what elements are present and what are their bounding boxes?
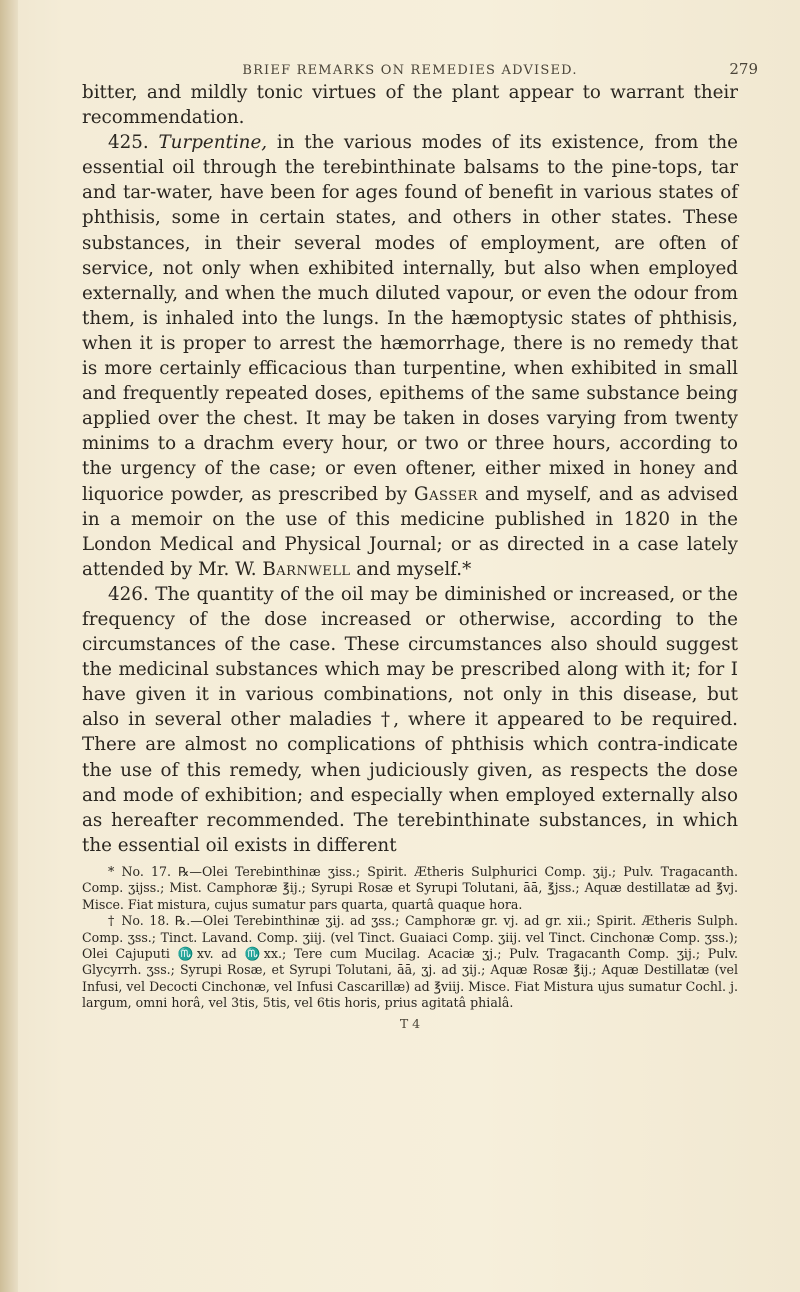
footnote-1: * No. 17. ℞—Olei Terebinthinæ ʒiss.; Spirit. Ætheris Sulphurici Comp. ʒij.; Pulv. Tragacanth. Comp. ʒijss.; Mist. Camphoræ ℥ij.; Syrupi Rosæ et Syrupi Tolutani, āā, ℥jss.; Aquæ destillatæ ad ℥vj. Misce. Fiat mistura, cujus sumatur pars quarta, quartâ quaque hora. bbox=[82, 863, 738, 912]
paragraph-continued: bitter, and mildly tonic virtues of the plant appear to warrant their recommendation. bbox=[82, 82, 738, 129]
page-number: 279 bbox=[729, 60, 758, 78]
author-name: Barnwell bbox=[262, 558, 351, 580]
page-spine-shadow bbox=[0, 0, 18, 1292]
running-head: BRIEF REMARKS ON REMEDIES ADVISED. bbox=[242, 63, 578, 78]
author-name: Gasser bbox=[414, 483, 478, 505]
paragraph-426: 426. The quantity of the oil may be diminished or increased, or the frequency of the dose increased or otherwise, according to the circumstances of the case. These circumstances also should suggest the medicinal substances which may be prescribed along with it; for I have given it in various combinations, not only in this disease, but also in several other maladies †, where it appeared to be required. There are almost no complications of phthisis which contra-indicate the use of this remedy, when judiciously given, as respects the dose and mode of exhibition; and especially when employed externally also as hereafter recommended. The terebinthinate substances, in which the essential oil exists in different bbox=[82, 583, 738, 856]
page-header bbox=[82, 0, 758, 80]
paragraph-425: 425. Turpentine, in the various modes of its existence, from the essential oil through the terebinthinate balsams to the pine-tops, tar and tar-water, have been for ages found of benefit in various states of phthisis, some in certain states, and others in other states. These substances, in their several modes of employment, are often of service, not only when exhibited internally, but also when employed externally, and when the much diluted vapour, or even the odour from them, is inhaled into the lungs. In the hæmoptysic states of phthisis, when it is proper to arrest the hæmorrhage, there is no remedy that is more certainly efficacious than turpentine, when exhibited in small and frequently repeated doses, epithems of the same substance being applied over the chest. It may be taken in doses varying from twenty minims to a drachm every hour, or two or three hours, according to the urgency of the case; or even oftener, either mixed in honey and liquorice powder, as prescribed by Gasser and myself, and as advised in a memoir on the use of this medicine published in 1820 in the London Medical and Physical Journal; or as directed in a case lately attended by Mr. W. Barnwell and myself.* bbox=[82, 132, 739, 580]
footnote-2: † No. 18. ℞.—Olei Terebinthinæ ʒij. ad ʒss.; Camphoræ gr. vj. ad gr. xii.; Spirit. Ætheris Sulph. Comp. ʒss.; Tinct. Lavand. Comp. ʒiij. (vel Tinct. Guaiaci Comp. ʒiij. vel Tinct. Cinchonæ Comp. ʒss.); Olei Cajuputi ♏xv. ad ♏xx.; Tere cum Mucilag. Acaciæ ʒj.; Pulv. Tragacanth Comp. ʒij.; Pulv. Glycyrrh. ʒss.; Syrupi Rosæ, et Syrupi Tolutani, āā, ʒj. ad ʒij.; Aquæ Rosæ ℥ij.; Aquæ Destillatæ (vel Infusi, vel Decocti Cinchonæ, vel Infusi Cascarillæ) ad ℥viij. Misce. Fiat Mistura ujus sumatur Cochl. j. largum, omni horâ, vel 3tis, 5tis, vel 6tis horis, prius agitatâ phialâ. bbox=[82, 913, 738, 1011]
signature-mark: T 4 bbox=[399, 1015, 421, 1031]
footnotes bbox=[82, 864, 738, 1012]
paragraph-number: 425. bbox=[108, 132, 149, 154]
body-text bbox=[82, 80, 738, 858]
remedy-term: Turpentine, bbox=[158, 132, 268, 154]
